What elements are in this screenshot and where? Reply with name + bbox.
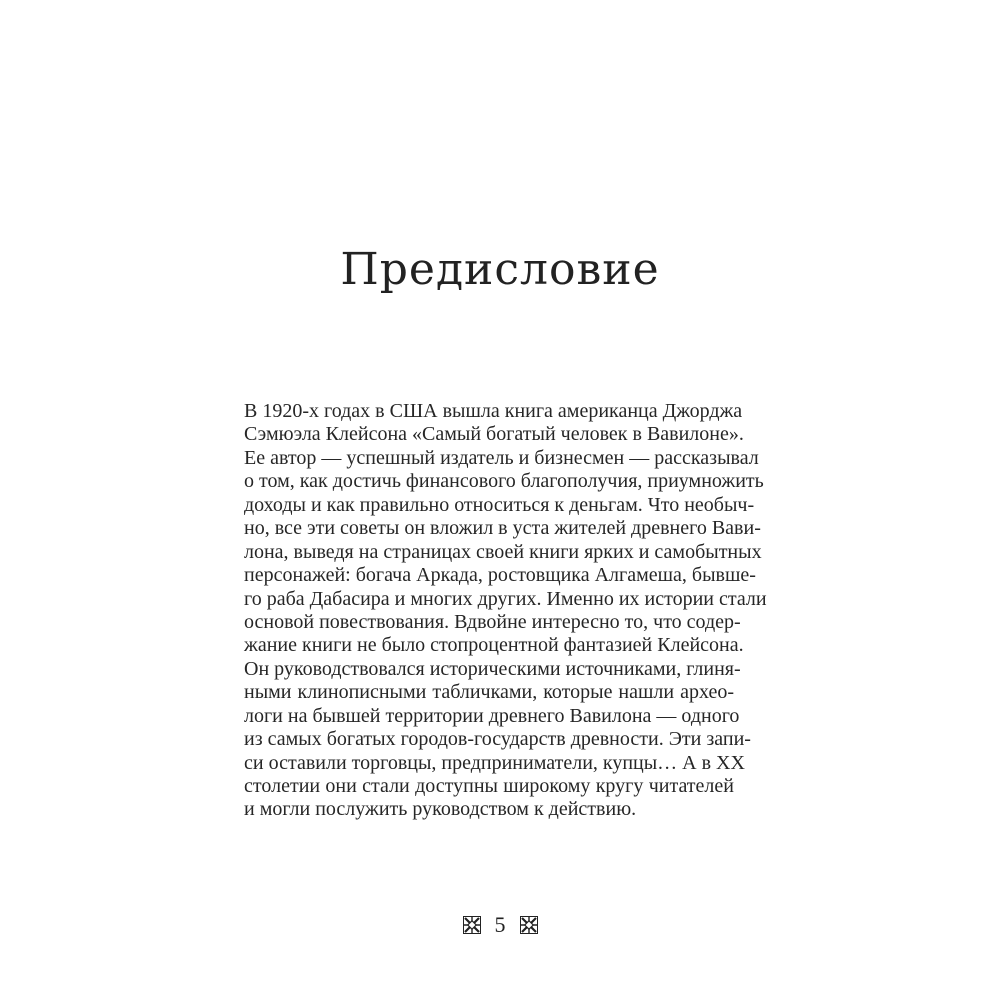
- chapter-title: Предисловие: [340, 244, 660, 295]
- paragraph-line: о том, как достичь финансового благополучия, приумножить: [244, 470, 764, 493]
- paragraph-line: лона, выведя на страницах своей книги ярких и самобытных: [244, 540, 762, 563]
- paragraph-line: персонажей: богача Аркада, ростовщика Алгамеша, бывше-: [244, 564, 756, 587]
- paragraph-line: си оставили торговцы, предприниматели, купцы… А в XX: [244, 751, 745, 774]
- paragraph-line: и могли послужить руководством к действию.: [244, 798, 637, 821]
- page-number: 5: [494, 912, 506, 937]
- paragraph-line: В 1920-х годах в США вышла книга американца Джорджа: [244, 400, 743, 422]
- paragraph-line: Сэмюэла Клейсона «Самый богатый человек в Вавилоне».: [244, 423, 744, 446]
- paragraph-line: жание книги не было стопроцентной фантазией Клейсона.: [244, 634, 744, 657]
- paragraph-line: Он руководствовался историческими источниками, глиня-: [244, 657, 741, 680]
- paragraph-line: Ее автор — успешный издатель и бизнесмен — рассказывал: [244, 446, 759, 469]
- preface-paragraph: [244, 400, 767, 822]
- ornament-left-icon: [463, 916, 481, 934]
- paragraph-line: ными клинописными табличками, которые нашли архео-: [244, 681, 734, 704]
- paragraph-line: но, все эти советы он вложил в уста жителей древнего Вави-: [244, 517, 761, 540]
- paragraph-line: доходы и как правильно относиться к деньгам. Что необыч-: [244, 493, 755, 516]
- paragraph-line: основой повествования. Вдвойне интересно то, что содер-: [244, 610, 741, 633]
- ornament-right-icon: [520, 916, 538, 934]
- paragraph-line: логи на бывшей территории древнего Вавилона — одного: [244, 704, 740, 727]
- paragraph-line: из самых богатых городов-государств древности. Эти запи-: [244, 728, 751, 751]
- paragraph-line: столетии они стали доступны широкому кругу читателей: [244, 775, 734, 797]
- page-footer: [0, 912, 1000, 938]
- paragraph-line: го раба Дабасира и многих других. Именно их истории стали: [244, 587, 767, 610]
